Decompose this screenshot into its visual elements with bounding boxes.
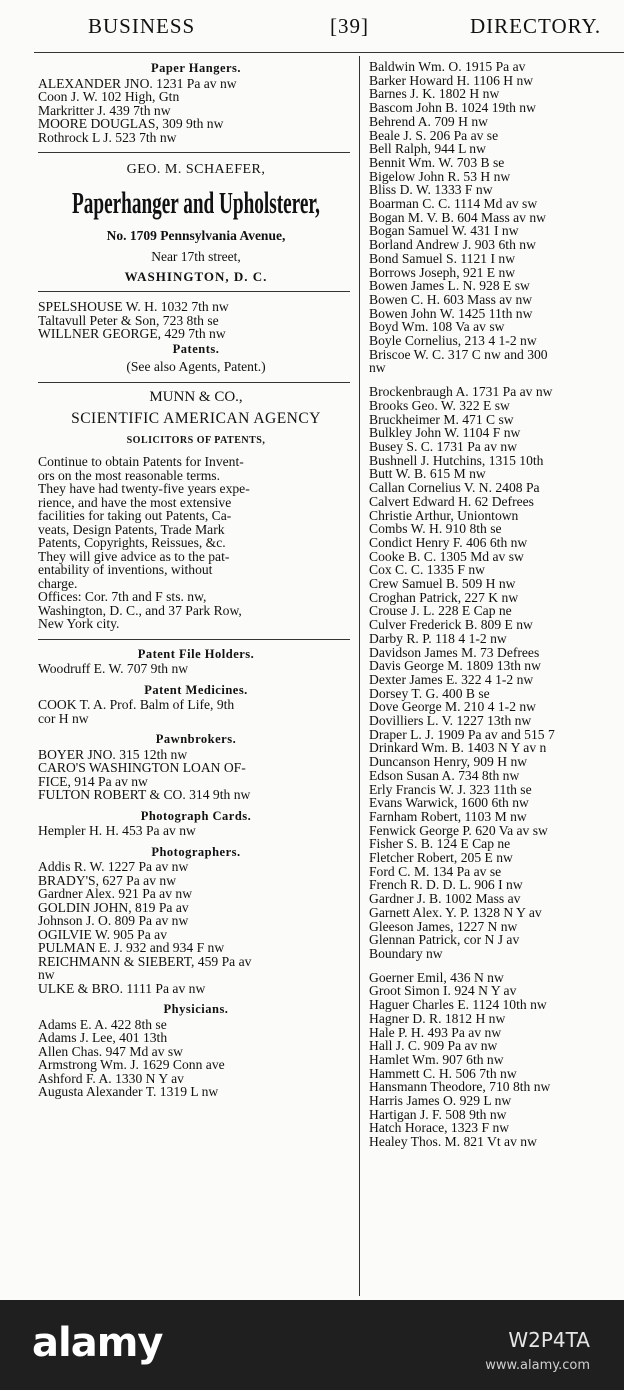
- photograph-cards-list: [38, 824, 354, 838]
- list-item: Butt W. B. 615 M nw: [369, 466, 486, 482]
- list-item: Bruckheimer M. 471 C sw: [369, 411, 514, 427]
- patent-file-holders-list: [38, 662, 354, 676]
- list-item: Bowen John W. 1425 11th nw: [369, 305, 533, 321]
- list-item: BOYER JNO. 315 12th nw: [38, 746, 188, 762]
- separator: [38, 291, 350, 292]
- page-header: [0, 8, 624, 44]
- list-item: ors on the most reasonable terms.: [38, 467, 220, 483]
- list-item: Edson Susan A. 734 8th nw: [369, 767, 520, 783]
- physicians-list: [38, 1018, 354, 1099]
- photographers-list: [38, 860, 354, 995]
- list-item: nw: [38, 967, 55, 982]
- alamy-logo: alamy: [32, 1320, 163, 1366]
- list-item: Beale J. S. 206 Pa av se: [369, 127, 499, 143]
- list-item: Bowen C. H. 603 Mass av nw: [369, 291, 533, 307]
- list-item: Rothrock L J. 523 7th nw: [38, 129, 177, 145]
- list-item: Brooks Geo. W. 322 E sw: [369, 397, 510, 413]
- list-item: Baldwin Wm. O. 1915 Pa av: [369, 59, 526, 74]
- list-item: COOK T. A. Prof. Balm of Life, 9th: [38, 697, 235, 712]
- list-item: Condict Henry F. 406 6th nw: [369, 534, 528, 550]
- list-item: Fenwick George P. 620 Va av sw: [369, 822, 548, 838]
- list-item: Cooke B. C. 1305 Md av sw: [369, 548, 524, 564]
- list-item: Bushnell J. Hutchins, 1315 10th: [369, 452, 544, 468]
- list-item: Groot Simon I. 924 N Y av: [369, 983, 517, 999]
- ad-title: Paperhanger and Upholsterer,: [72, 184, 320, 220]
- category-heading: Photograph Cards.: [140, 808, 252, 823]
- category-heading: Paper Hangers.: [150, 61, 242, 75]
- list-item: Bowen James L. N. 928 E sw: [369, 278, 530, 294]
- list-item: Erly Francis W. J. 323 11th se: [369, 781, 532, 797]
- list-item: Hagner D. R. 1812 H nw: [369, 1010, 506, 1026]
- list-item: Gardner Alex. 921 Pa av nw: [38, 886, 193, 901]
- list-item: Croghan Patrick, 227 K nw: [369, 589, 519, 605]
- list-item: Drinkard Wm. B. 1403 N Y av n: [369, 740, 547, 756]
- right-column: [369, 60, 624, 1149]
- list-item: Augusta Alexander T. 1319 L nw: [38, 1084, 219, 1099]
- column-divider: [359, 56, 360, 1296]
- category-heading: Patent Medicines.: [144, 682, 248, 697]
- list-item: Behrend A. 709 H nw: [369, 113, 488, 129]
- list-item: Briscoe W. C. 317 C nw and 300: [369, 346, 548, 362]
- category-heading: Patents.: [172, 341, 220, 356]
- list-item: Addis R. W. 1227 Pa av nw: [38, 859, 189, 874]
- list-item: Bigelow John R. 53 H nw: [369, 168, 511, 184]
- list-item: Bascom John B. 1024 19th nw: [369, 100, 536, 116]
- list-item: Washington, D. C., and 37 Park Row,: [38, 602, 242, 618]
- list-item: Bulkley John W. 1104 F nw: [369, 425, 521, 441]
- list-item: charge.: [38, 575, 78, 591]
- list-item: Ford C. M. 134 Pa av se: [369, 863, 502, 879]
- category-heading: Physicians.: [163, 1002, 229, 1016]
- list-item: Christie Arthur, Uniontown: [369, 507, 519, 523]
- paper-hangers-list: [38, 77, 354, 145]
- list-item: Darby R. P. 118 4 1-2 nw: [369, 630, 507, 646]
- list-item: Fisher S. B. 124 E Cap ne: [369, 836, 511, 852]
- list-item: veats, Design Patents, Trade Mark: [38, 521, 225, 537]
- physicians-list-continued: [369, 60, 624, 1149]
- list-item: Boyle Cornelius, 213 4 1-2 nw: [369, 333, 537, 349]
- list-item: Healey Thos. M. 821 Vt av nw: [369, 1134, 537, 1150]
- list-item: Woodruff E. W. 707 9th nw: [38, 661, 189, 676]
- list-item: GOLDIN JOHN, 819 Pa av: [38, 899, 189, 915]
- list-item: Bogan M. V. B. 604 Mass av nw: [369, 209, 546, 225]
- list-item: Patents, Copyrights, Reissues, &c.: [38, 535, 226, 550]
- list-item: Brockenbraugh A. 1731 Pa av nw: [369, 384, 553, 400]
- list-item: Hartigan J. F. 508 9th nw: [369, 1106, 507, 1122]
- list-item: Dorsey T. G. 400 B se: [369, 685, 490, 701]
- list-item: Borland Andrew J. 903 6th nw: [369, 237, 536, 253]
- list-item: Garnett Alex. Y. P. 1328 N Y av: [369, 904, 542, 920]
- list-item: Johnson J. O. 809 Pa av nw: [38, 913, 189, 928]
- list-item: Glennan Patrick, cor N J av: [369, 932, 520, 948]
- pawnbrokers-list: [38, 748, 354, 802]
- list-item: Adams J. Lee, 401 13th: [38, 1030, 168, 1045]
- ad-solicitors: SOLICITORS OF PATENTS,: [126, 434, 266, 446]
- list-item: Hempler H. H. 453 Pa av nw: [38, 823, 196, 838]
- ad-city: WASHINGTON, D. C.: [124, 268, 268, 284]
- list-item: Draper L. J. 1909 Pa av and 515 7: [369, 726, 555, 742]
- list-item: Ashford F. A. 1330 N Y av: [38, 1070, 184, 1086]
- list-item: Goerner Emil, 436 N nw: [369, 969, 504, 985]
- list-item: Hale P. H. 493 Pa av nw: [369, 1024, 502, 1040]
- category-heading: Photographers.: [151, 844, 241, 859]
- list-item: Barker Howard H. 1106 H nw: [369, 72, 534, 88]
- schaefer-ad: [38, 163, 354, 283]
- list-item: Adams E. A. 422 8th se: [38, 1016, 167, 1032]
- list-item: ULKE & BRO. 1111 Pa av nw: [38, 980, 206, 996]
- separator: [38, 152, 350, 153]
- watermark-banner: [0, 1300, 624, 1390]
- page-number: [39]: [330, 14, 369, 38]
- list-item: FICE, 914 Pa av nw: [38, 773, 148, 789]
- list-item: Bogan Samuel W. 431 I nw: [369, 223, 519, 239]
- header-left: BUSINESS: [88, 14, 196, 38]
- list-item: Haguer Charles E. 1124 10th nw: [369, 997, 547, 1013]
- ad-name: MUNN & CO.,: [149, 388, 243, 405]
- list-item: Coon J. W. 102 High, Gtn: [38, 89, 180, 104]
- list-item: Evans Warwick, 1600 6th nw: [369, 795, 529, 811]
- list-item: Bliss D. W. 1333 F nw: [369, 182, 493, 198]
- list-item: rience, and have the most extensive: [38, 494, 232, 510]
- image-reference: W2P4TA: [508, 1328, 590, 1352]
- list-item: Dexter James E. 322 4 1-2 nw: [369, 671, 534, 687]
- list-item: Boyd Wm. 108 Va av sw: [369, 319, 505, 335]
- list-item: They have had twenty-five years expe-: [38, 481, 250, 496]
- separator: [38, 639, 350, 640]
- list-item: entability of inventions, without: [38, 562, 213, 577]
- header-rule: [34, 52, 624, 53]
- list-item: Gardner J. B. 1002 Mass av: [369, 891, 521, 907]
- list-item: Hatch Horace, 1323 F nw: [369, 1120, 510, 1136]
- list-item: MOORE DOUGLAS, 309 9th nw: [38, 116, 224, 131]
- list-item: New York city.: [38, 616, 120, 631]
- left-column: [38, 60, 354, 1099]
- list-item: Calvert Edward H. 62 Defrees: [369, 493, 534, 509]
- list-item: Borrows Joseph, 921 E nw: [369, 264, 516, 280]
- munn-ad: [38, 388, 354, 631]
- list-item: Markritter J. 439 7th nw: [38, 102, 171, 118]
- list-item: WILLNER GEORGE, 429 7th nw: [38, 326, 226, 341]
- list-item: Armstrong Wm. J. 1629 Conn ave: [38, 1057, 225, 1072]
- list-item: Allen Chas. 947 Md av sw: [38, 1043, 183, 1059]
- list-item: Boundary nw: [369, 946, 443, 961]
- ad-agency: SCIENTIFIC AMERICAN AGENCY: [71, 410, 321, 427]
- list-item: Farnham Robert, 1103 M nw: [369, 808, 527, 824]
- list-item: Bell Ralph, 944 L nw: [369, 141, 486, 157]
- list-item: Combs W. H. 910 8th se: [369, 521, 502, 537]
- list-item: Taltavull Peter & Son, 723 8th se: [38, 312, 219, 328]
- paper-hangers-cont-list: [38, 300, 354, 341]
- list-item: Boarman C. C. 1114 Md av sw: [369, 196, 538, 212]
- separator: [38, 382, 350, 383]
- list-item: Bennit Wm. W. 703 B se: [369, 154, 505, 170]
- list-item: Cox C. C. 1335 F nw: [369, 562, 485, 578]
- list-item: Continue to obtain Patents for Invent-: [38, 454, 244, 469]
- list-item: Busey S. C. 1731 Pa av nw: [369, 438, 518, 454]
- list-item: Fletcher Robert, 205 E nw: [369, 850, 513, 866]
- banner-url: www.alamy.com: [485, 1358, 590, 1373]
- list-item: facilities for taking out Patents, Ca-: [38, 508, 232, 523]
- ad-near: Near 17th street,: [151, 249, 241, 264]
- list-item: CARO'S WASHINGTON LOAN OF-: [38, 760, 246, 775]
- patents-note: (See also Agents, Patent.): [126, 359, 266, 374]
- list-item: Callan Cornelius V. N. 2408 Pa: [369, 480, 540, 496]
- list-item: Hall J. C. 909 Pa av nw: [369, 1038, 498, 1054]
- list-item: OGILVIE W. 905 Pa av: [38, 926, 168, 942]
- list-item: SPELSHOUSE W. H. 1032 7th nw: [38, 299, 229, 314]
- list-item: Barnes J. K. 1802 H nw: [369, 86, 500, 102]
- list-item: Crouse J. L. 228 E Cap ne: [369, 603, 512, 619]
- list-item: REICHMANN & SIEBERT, 459 Pa av: [38, 953, 252, 969]
- munn-body: [38, 455, 354, 631]
- list-item: cor H nw: [38, 710, 89, 726]
- list-item: FULTON ROBERT & CO. 314 9th nw: [38, 787, 251, 802]
- list-item: French R. D. D. L. 906 I nw: [369, 877, 523, 893]
- list-item: Offices: Cor. 7th and F sts. nw,: [38, 589, 207, 604]
- list-item: Culver Frederick B. 809 E nw: [369, 617, 533, 633]
- header-right: DIRECTORY.: [470, 14, 602, 38]
- ad-address: No. 1709 Pennsylvania Avenue,: [106, 227, 286, 243]
- list-item: BRADY'S, 627 Pa av nw: [38, 872, 177, 888]
- category-heading: Patent File Holders.: [137, 646, 255, 661]
- list-item: Hamlet Wm. 907 6th nw: [369, 1051, 504, 1067]
- patent-medicines-list: [38, 698, 354, 725]
- list-item: nw: [369, 360, 386, 376]
- list-item: Harris James O. 929 L nw: [369, 1093, 512, 1109]
- list-item: Dovilliers L. V. 1227 13th nw: [369, 713, 532, 729]
- ad-name: GEO. M. SCHAEFER,: [126, 162, 266, 177]
- list-item: Hansmann Theodore, 710 8th nw: [369, 1079, 551, 1095]
- list-item: Davidson James M. 73 Defrees: [369, 644, 540, 660]
- list-item: PULMAN E. J. 932 and 934 F nw: [38, 940, 225, 955]
- category-heading: Pawnbrokers.: [155, 732, 237, 746]
- list-item: Bond Samuel S. 1121 I nw: [369, 250, 516, 266]
- list-item: Duncanson Henry, 909 H nw: [369, 754, 528, 770]
- list-item: Hammett C. H. 506 7th nw: [369, 1065, 517, 1081]
- list-item: Crew Samuel B. 509 H nw: [369, 576, 516, 592]
- list-item: Dove George M. 210 4 1-2 nw: [369, 699, 537, 715]
- list-item: Davis George M. 1809 13th nw: [369, 658, 541, 674]
- list-item: They will give advice as to the pat-: [38, 548, 230, 564]
- list-item: Gleeson James, 1227 N nw: [369, 918, 518, 934]
- list-item: ALEXANDER JNO. 1231 Pa av nw: [38, 75, 237, 91]
